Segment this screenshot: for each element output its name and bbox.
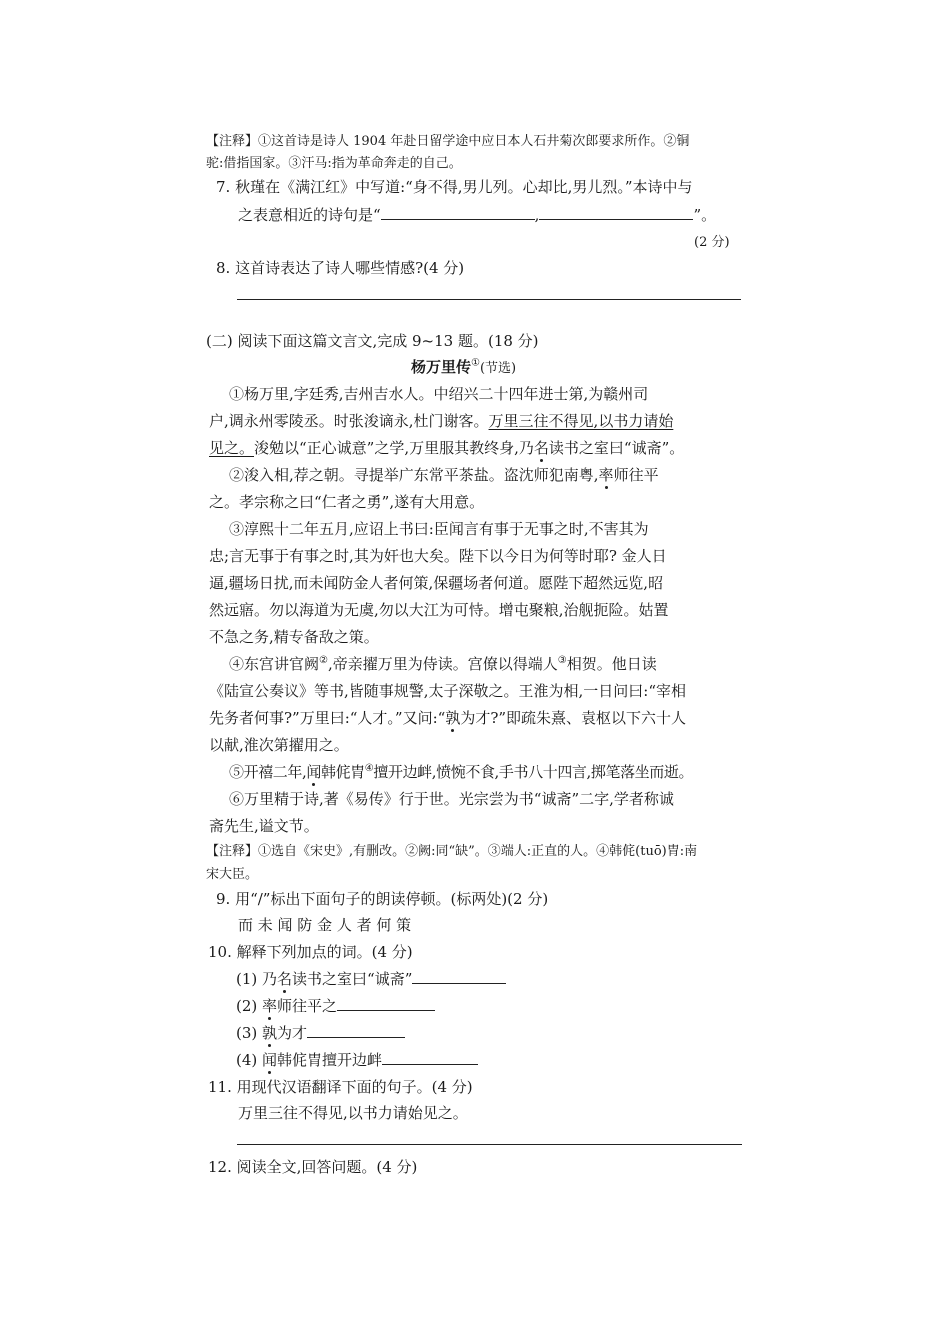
dotted-word-ming: 名 — [533, 439, 549, 457]
q7-score: (2 分) — [694, 235, 730, 250]
passage-p3-line-5: 不急之务,精专备敌之策。 — [209, 628, 379, 646]
passage-note-line-2: 宋大臣。 — [206, 867, 259, 882]
q9-sentence[interactable]: 而 未 闻 防 金 人 者 何 策 — [238, 916, 412, 934]
q7-answer-blank-1[interactable] — [381, 205, 535, 220]
q7-answer-blank-2[interactable] — [539, 205, 693, 220]
dotted-word-ming: 名 — [277, 970, 293, 988]
q8-stem: 8. 这首诗表达了诗人哪些情感?(4 分) — [216, 259, 465, 277]
dotted-word-shuai: 率 — [262, 997, 278, 1015]
q12-stem: 12. 阅读全文,回答问题。(4 分) — [208, 1158, 418, 1176]
dotted-word-wen: 闻 — [262, 1051, 278, 1069]
section-header: (二) 阅读下面这篇文言文,完成 9~13 题。(18 分) — [206, 332, 539, 350]
q10-item-1: (1) 乃名读书之室曰“诚斋” — [236, 968, 506, 989]
passage-p5-line-1: ⑤开禧二年,闻韩侂胄④擅开边衅,愤惋不食,手书八十四言,掷笔落坐而逝。 — [229, 763, 694, 781]
q9-stem: 9. 用“/”标出下面句子的朗读停顿。(标两处)(2 分) — [216, 890, 549, 908]
passage-p4-line-2: 《陆宣公奏议》等书,皆随事规警,太子深敬之。王淮为相,一日问曰:“宰相 — [209, 682, 687, 700]
q7-stem: 7. 秋瑾在《满江红》中写道:“身不得,男儿列。心却比,男儿烈。”本诗中与 — [216, 178, 693, 196]
q10-answer-blank-2[interactable] — [337, 996, 435, 1011]
q11-answer-line[interactable] — [237, 1144, 742, 1145]
q11-sentence: 万里三往不得见,以书力请始见之。 — [238, 1104, 468, 1122]
passage-p6-line-1: ⑥万里精于诗,著《易传》行于世。光宗尝为书“诚斋”二字,学者称诚 — [229, 790, 674, 808]
passage-p4-line-3: 先务者何事?”万里曰:“人才。”又问:“孰为才?”即疏朱熹、袁枢以下六十人 — [209, 709, 687, 727]
passage-p2-line-2: 之。孝宗称之曰“仁者之勇”,遂有大用意。 — [209, 493, 485, 511]
q8-answer-line[interactable] — [237, 299, 741, 300]
passage-title: 杨万里传①(节选) — [411, 357, 517, 376]
top-note-line-2: 驼:借指国家。③汗马:指为革命奔走的自己。 — [206, 156, 462, 171]
passage-p3-line-1: ③淳熙十二年五月,应诏上书曰:臣闻言有事于无事之时,不害其为 — [229, 520, 649, 538]
passage-p4-line-4: 以献,淮次第擢用之。 — [209, 736, 349, 754]
passage-note-line-1: 【注释】①选自《宋史》,有删改。②阙:同“缺”。③端人:正直的人。④韩侂(tuō)胄:南 — [206, 844, 698, 859]
q10-stem: 10. 解释下列加点的词。(4 分) — [208, 943, 413, 961]
passage-p1-line-2: 户,调永州零陵丞。时张浚谪永,杜门谢客。万里三往不得见,以书力请始 — [209, 412, 674, 430]
top-note-line-1: 【注释】①这首诗是诗人 1904 年赴日留学途中应日本人石井菊次郎要求所作。②铜 — [206, 134, 690, 149]
q10-answer-blank-1[interactable] — [412, 969, 506, 984]
passage-p3-line-2: 忠;言无事于有事之时,其为奸也大矣。陛下以今日为何等时耶? 金人日 — [209, 547, 667, 565]
passage-p6-line-2: 斋先生,谥文节。 — [209, 817, 319, 835]
passage-p3-line-4: 然远寤。勿以海道为无虞,勿以大江为可恃。增屯聚粮,治舰扼险。姑置 — [209, 601, 669, 619]
q10-item-4: (4) 闻韩侂胄擅开边衅 — [236, 1049, 478, 1070]
q10-item-2: (2) 率师往平之 — [236, 995, 435, 1016]
dotted-word-shu: 孰 — [262, 1024, 278, 1042]
dotted-word-wen: 闻 — [306, 763, 321, 781]
q11-stem: 11. 用现代汉语翻译下面的句子。(4 分) — [208, 1078, 473, 1096]
underlined-sentence: 万里三往不得见,以书力请始 — [488, 412, 674, 430]
q10-answer-blank-3[interactable] — [307, 1023, 405, 1038]
passage-p1-line-1: ①杨万里,字廷秀,吉州吉水人。中绍兴二十四年进士第,为赣州司 — [229, 385, 649, 403]
passage-p1-line-3: 见之。浚勉以“正心诚意”之学,万里服其教终身,乃名读书之室曰“诚斋”。 — [209, 439, 685, 457]
q10-answer-blank-4[interactable] — [382, 1050, 478, 1065]
q7-stem-line-2: 之表意相近的诗句是“ , ”。 — [238, 206, 717, 224]
dotted-word-shu: 孰 — [445, 709, 461, 727]
passage-p3-line-3: 逼,疆场日扰,而未闻防金人者何策,保疆场者何道。愿陛下超然远览,昭 — [209, 574, 664, 592]
dotted-word-shuai: 率 — [598, 466, 614, 484]
q10-item-3: (3) 孰为才 — [236, 1022, 405, 1043]
passage-p2-line-1: ②浚入相,荐之朝。寻提举广东常平茶盐。盗沈师犯南粤,率师往平 — [229, 466, 659, 484]
passage-p4-line-1: ④东宫讲官阙②,帝亲擢万里为侍读。宫僚以得端人③相贺。他日读 — [229, 655, 657, 673]
